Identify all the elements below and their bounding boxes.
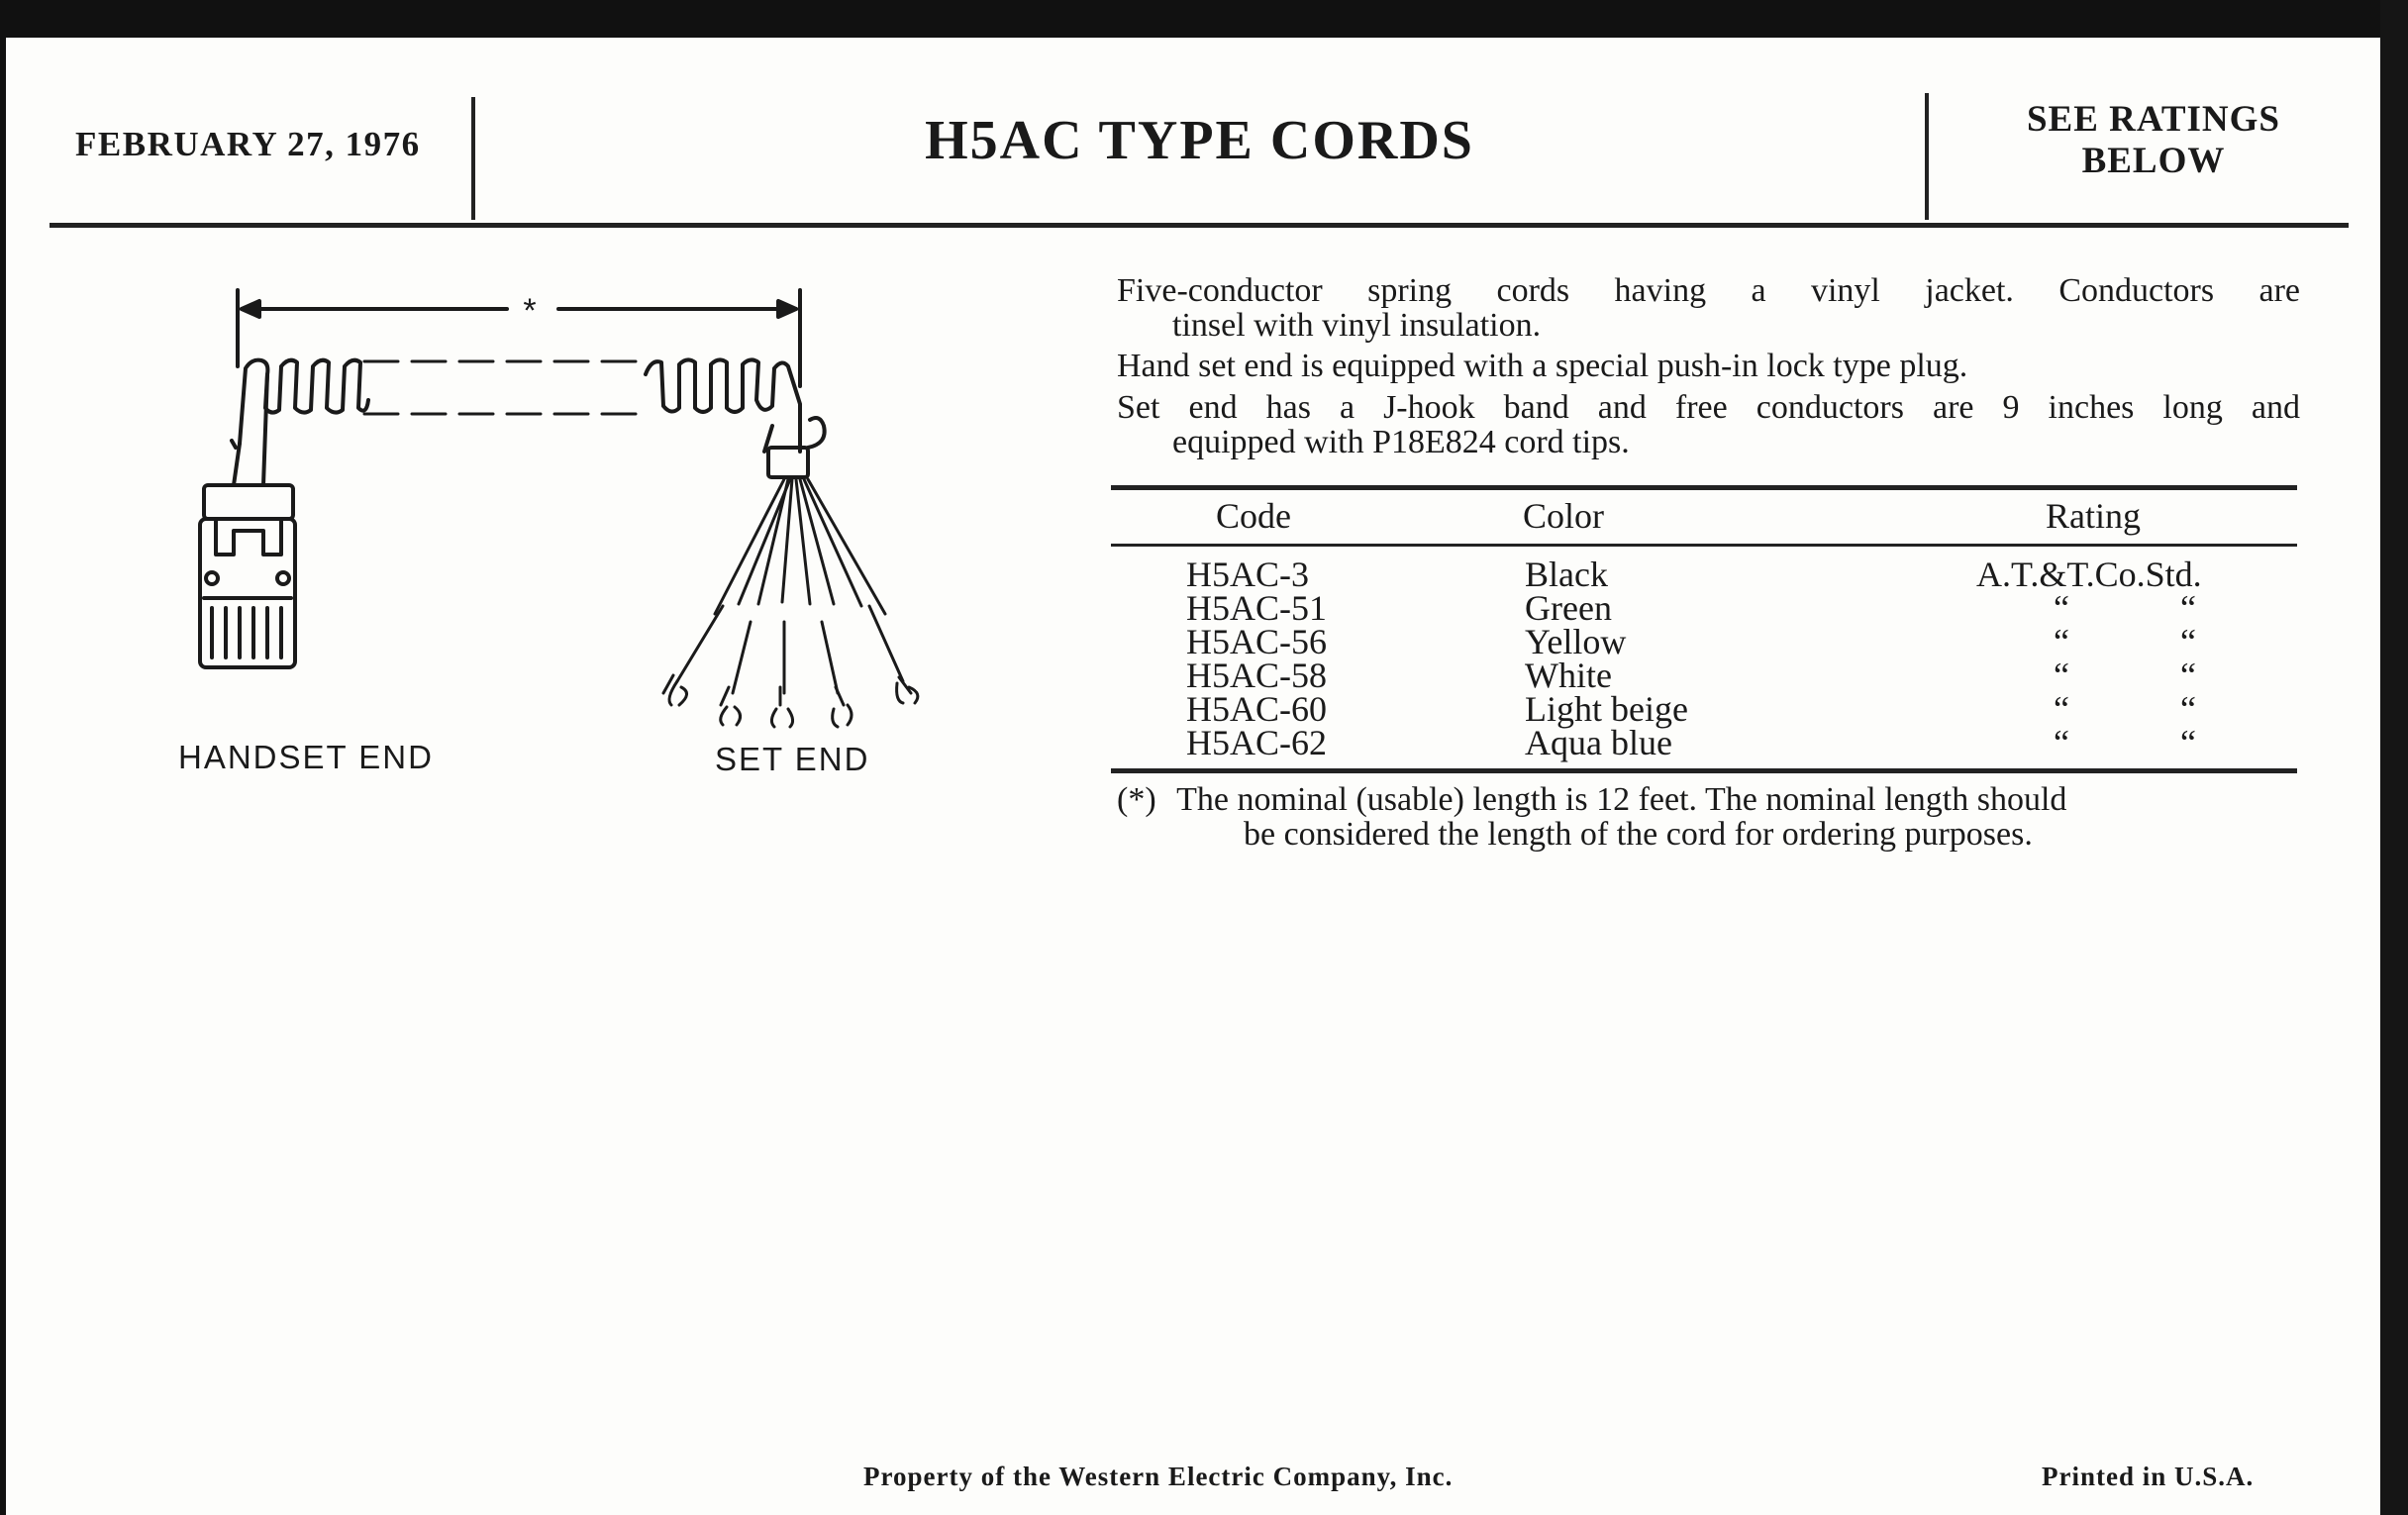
header-divider-right	[1925, 93, 1929, 220]
ratings-line-2: BELOW	[2081, 141, 2226, 181]
footnote-text-1: The nominal (usable) length is 12 feet. The nominal length should	[1176, 781, 2067, 818]
length-footnote	[1117, 782, 2300, 852]
ditto-mark: “	[2054, 723, 2069, 762]
description-p3-line2: equipped with P18E824 cord tips.	[1172, 424, 1630, 460]
ditto-mark: “	[2180, 622, 2196, 661]
description-paragraph-1	[1117, 273, 2300, 343]
row-code: H5AC-51	[1186, 588, 1327, 628]
row-code: H5AC-56	[1186, 622, 1327, 661]
table-row	[1111, 723, 2297, 762]
ditto-mark: “	[2054, 656, 2069, 695]
document-card	[6, 38, 2380, 1515]
row-code: H5AC-60	[1186, 689, 1327, 729]
cord-illustration	[149, 267, 941, 743]
ratings-note	[1946, 99, 2361, 182]
description-paragraph-3	[1117, 390, 2300, 459]
header-rule	[50, 223, 2349, 228]
dimension-line	[238, 290, 800, 386]
description-p1-line2: tinsel with vinyl insulation.	[1172, 307, 1542, 344]
printed-notice: Printed in U.S.A.	[2042, 1462, 2255, 1491]
description-p1-line1: Five-conductor spring cords having a vinyl jacket. Conductors are	[1117, 272, 2300, 309]
description-paragraph-2: Hand set end is equipped with a special push-in lock type plug.	[1117, 348, 1968, 384]
ditto-mark: “	[2180, 723, 2196, 762]
table-top-rule	[1111, 485, 2297, 490]
table-row	[1111, 689, 2297, 729]
footnote-text-2: be considered the length of the cord for ordering purposes.	[1244, 816, 2033, 853]
table-row	[1111, 656, 2297, 695]
table-bottom-rule	[1111, 768, 2297, 773]
table-row	[1111, 555, 2297, 594]
ditto-mark: “	[2180, 588, 2196, 628]
set-coils	[646, 359, 800, 452]
j-hook-band	[768, 418, 825, 477]
footnote-marker: (*)	[1117, 781, 1156, 818]
table-row	[1111, 588, 2297, 628]
handset-plug	[200, 374, 295, 667]
row-color: White	[1525, 656, 1612, 695]
column-header-rating: Rating	[2046, 496, 2141, 536]
handset-end-label: HANDSET END	[178, 739, 434, 775]
table-row	[1111, 622, 2297, 661]
page-title: H5AC TYPE CORDS	[925, 110, 1474, 171]
ditto-mark: “	[2054, 689, 2069, 729]
description-p3-line1: Set end has a J-hook band and free conductors are 9 inches long and	[1117, 389, 2300, 426]
row-code: H5AC-62	[1186, 723, 1327, 762]
handset-coils	[232, 360, 368, 448]
free-conductors	[663, 479, 918, 727]
ditto-mark: “	[2180, 656, 2196, 695]
column-header-color: Color	[1523, 496, 1605, 536]
ditto-mark: “	[2054, 622, 2069, 661]
row-color: Aqua blue	[1525, 723, 1672, 762]
column-header-code: Code	[1216, 496, 1291, 536]
footnote-line-1	[1117, 782, 2300, 817]
issue-date: FEBRUARY 27, 1976	[75, 125, 421, 163]
table-header-rule	[1111, 544, 2297, 547]
property-notice: Property of the Western Electric Company, Inc.	[863, 1462, 1454, 1491]
ratings-line-1: SEE RATINGS	[2026, 99, 2281, 140]
row-code: H5AC-58	[1186, 656, 1327, 695]
ditto-mark: “	[2054, 588, 2069, 628]
row-code: H5AC-3	[1186, 555, 1309, 594]
row-color: Light beige	[1525, 689, 1688, 729]
row-color: Yellow	[1525, 622, 1627, 661]
row-rating: A.T.&T.Co.Std.	[1976, 555, 2202, 594]
row-color: Green	[1525, 588, 1612, 628]
dimension-mark: *	[523, 292, 537, 330]
scan-border	[2380, 0, 2408, 1515]
ditto-mark: “	[2180, 689, 2196, 729]
cord-break	[364, 361, 644, 414]
set-end-label: SET END	[715, 741, 870, 777]
row-color: Black	[1525, 555, 1608, 594]
